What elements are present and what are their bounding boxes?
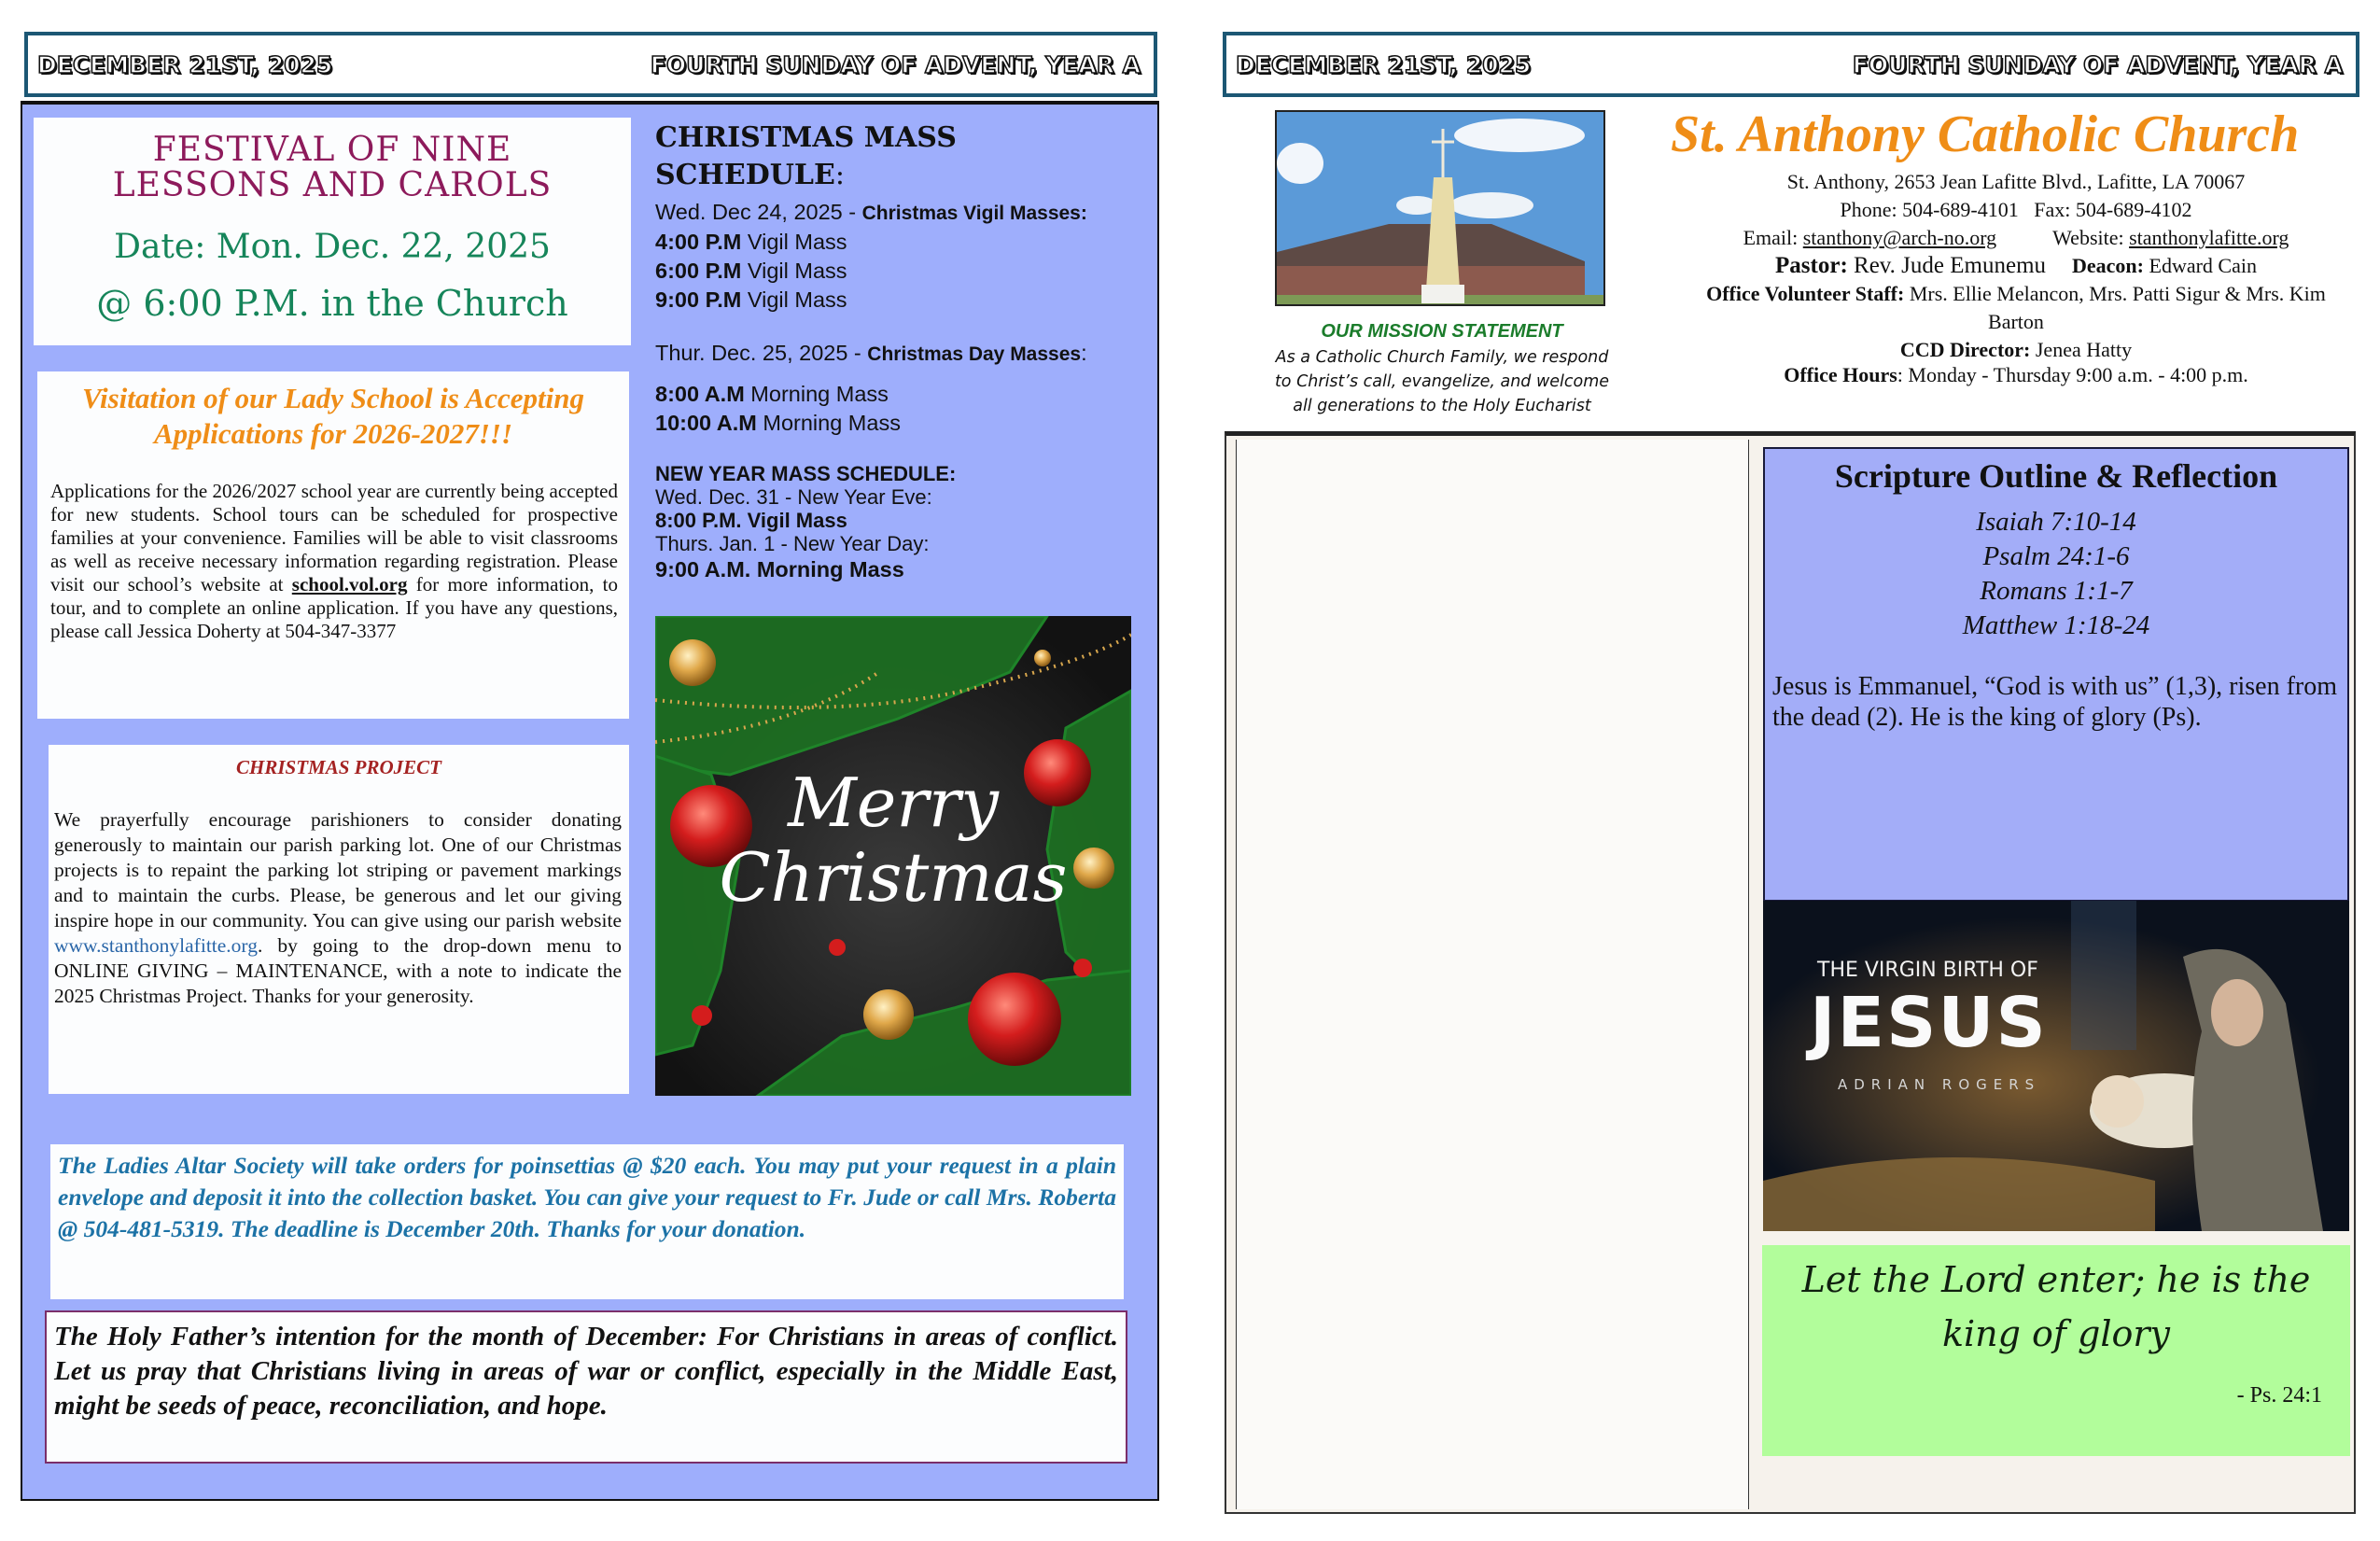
church-email-link[interactable]: stanthony@arch-no.org: [1802, 226, 1997, 249]
christmas-project-heading: CHRISTMAS PROJECT: [236, 756, 441, 778]
holy-father-intention-box: [45, 1310, 1127, 1464]
new-year-day-mass: 9:00 A.M. Morning Mass: [655, 557, 904, 581]
left-header-bar: [24, 32, 1157, 97]
church-email-website: Email: stanthony@arch-no.org Website: stanthonylafitte.org: [1743, 226, 2289, 249]
scripture-outline-box: [1763, 447, 2349, 902]
day-mass-1: 8:00 A.M Morning Mass: [655, 382, 889, 406]
church-office-hours: Office Hours: Monday - Thursday 9:00 a.m. - 4:00 p.m.: [1784, 363, 2248, 386]
new-year-eve-mass: 8:00 P.M. Vigil Mass: [655, 509, 847, 532]
church-building-photo: [1275, 110, 1605, 306]
christmas-mass-schedule: [655, 119, 1150, 584]
reading-4: Matthew 1:18-24: [1962, 610, 2150, 640]
vigil-day-line: Wed. Dec 24, 2025 - Christmas Vigil Masses:: [655, 200, 1087, 224]
svg-text:Christmas: Christmas: [719, 838, 1068, 917]
church-phone-fax: Phone: 504-689-4101 Fax: 504-689-4102: [1840, 198, 2192, 221]
psalm-verse-quote: Let the Lord enter; he is the king of glory: [1801, 1259, 2311, 1354]
school-heading: Visitation of our Lady School is Accepting Applications for 2026-2027!!!: [82, 382, 584, 450]
psalm-verse-source: - Ps. 24:1: [2236, 1383, 2322, 1408]
day-mass-2: 10:00 A.M Morning Mass: [655, 411, 901, 435]
church-website-link[interactable]: stanthonylafitte.org: [2129, 226, 2289, 249]
church-clergy: Pastor: Rev. Jude Emunemu Deacon: Edward Cain: [1775, 253, 2257, 278]
right-header-occasion: FOURTH SUNDAY OF ADVENT, YEAR A: [1852, 50, 2343, 78]
virgin-birth-sermon-image: [1763, 901, 2349, 1231]
festival-title: FESTIVAL OF NINE LESSONS AND CAROLS: [112, 131, 553, 204]
scripture-readings: [1765, 505, 2347, 643]
church-contact-info: [1661, 168, 2371, 386]
church-illustration: [1277, 112, 1605, 306]
school-body: Applications for the 2026/2027 school year are currently being accepted for new students. School tours can be scheduled for prospective families at your convenience. Families will be able to visit classrooms as well as receive necessary information regarding registration. Please visit our school’s website at school.vol.org for more information, to tour, and to complete an online application. If you have any questions, please call Jessica Doherty at 504-347-3377: [50, 480, 618, 642]
mission-statement-title: OUR MISSION STATEMENT: [1321, 321, 1563, 342]
reading-3: Romans 1:1-7: [1980, 576, 2133, 606]
christmas-project-body: We prayerfully encourage parishioners to consider donating generously to maintain our parish parking lot. One of our Christmas projects is to repaint the parking lot striping or pavement markings and to maintain the curbs. Please, be generous and let our giving inspire hope in our community. You can give using our parish website www.stanthonylafitte.org. by going to the drop-down menu to ONLINE GIVING – MAINTENANCE, with a note to indicate the 2025 Christmas Project. Thanks for your generosity.: [54, 808, 622, 1007]
festival-lessons-carols-box: [34, 118, 631, 345]
festival-date: Date: Mon. Dec. 22, 2025: [114, 228, 551, 266]
school-applications-box: [37, 371, 629, 719]
reading-2: Psalm 24:1-6: [1982, 541, 2130, 571]
left-header-date: DECEMBER 21ST, 2025: [37, 50, 333, 78]
sermon-title-line1: THE VIRGIN BIRTH OF: [1817, 959, 2038, 982]
scripture-reflection: Jesus is Emmanuel, “God is with us” (1,3), risen from the dead (2). He is the king of glory (Ps).: [1772, 672, 2338, 732]
mission-statement-text: As a Catholic Church Family, we respond to Christ’s call, evangelize, and welcome all generations to the Holy Eucharist: [1274, 348, 1610, 415]
new-year-schedule-title: NEW YEAR MASS SCHEDULE:: [655, 462, 957, 485]
right-header-date: DECEMBER 21ST, 2025: [1236, 50, 1532, 78]
church-ccd-director: CCD Director: Jenea Hatty: [1899, 338, 2133, 361]
vigil-mass-2: 6:00 P.M Vigil Mass: [655, 259, 847, 283]
right-content-frame: [1225, 431, 2356, 1514]
church-address: St. Anthony, 2653 Jean Lafitte Blvd., Lafitte, LA 70067: [1786, 170, 2246, 193]
school-website-link[interactable]: school.vol.org: [291, 573, 408, 595]
vigil-mass-1: 4:00 P.M Vigil Mass: [655, 230, 847, 254]
mass-schedule-title: CHRISTMAS MASS SCHEDULE:: [655, 121, 957, 191]
parish-website-link[interactable]: www.stanthonylafitte.org: [54, 934, 258, 957]
left-header-occasion: FOURTH SUNDAY OF ADVENT, YEAR A: [650, 50, 1141, 78]
church-office-staff: Office Volunteer Staff: Mrs. Ellie Melancon, Mrs. Patti Sigur & Mrs. Kim Barton: [1706, 282, 2326, 333]
merry-christmas-image: [655, 616, 1131, 1096]
sermon-speaker: ADRIAN ROGERS: [1838, 1076, 2041, 1093]
reading-1: Isaiah 7:10-14: [1976, 507, 2136, 537]
vigil-mass-3: 9:00 P.M Vigil Mass: [655, 287, 847, 312]
new-year-day-label: Thurs. Jan. 1 - New Year Day:: [655, 532, 930, 555]
church-name: St. Anthony Catholic Church: [1671, 105, 2300, 163]
new-year-eve-label: Wed. Dec. 31 - New Year Eve:: [655, 485, 932, 509]
christmas-day-line: Thur. Dec. 25, 2025 - Christmas Day Masses:: [655, 341, 1087, 365]
christmas-project-box: [49, 745, 629, 1094]
svg-text:Merry: Merry: [788, 763, 999, 842]
altar-society-text: The Ladies Altar Society will take orders for poinsettias @ $20 each. You may put your request in a plain envelope and deposit it into the collection basket. You can give your request to Fr. Jude or call Mrs. Roberta @ 504-481-5319. The deadline is December 20th. Thanks for your donation.: [58, 1152, 1116, 1242]
nativity-illustration: [1763, 901, 2349, 1231]
left-page: [21, 101, 1159, 1501]
festival-time-place: @ 6:00 P.M. in the Church: [96, 283, 568, 324]
blank-column: [1236, 440, 1749, 1509]
altar-society-poinsettias-box: [50, 1144, 1124, 1299]
christmas-decoration-illustration: [655, 616, 1131, 1096]
scripture-title: Scripture Outline & Reflection: [1834, 457, 2278, 495]
right-header-bar: [1223, 32, 2359, 97]
sermon-title-line2: JESUS: [1810, 983, 2048, 1063]
holy-father-intention-text: The Holy Father’s intention for the month of December: For Christians in areas of conflict. Let us pray that Christians living in areas of war or conflict, especially in the Middle East, might be seeds of peace, reconciliation, and hope.: [54, 1322, 1118, 1421]
psalm-verse-box: [1762, 1245, 2350, 1456]
